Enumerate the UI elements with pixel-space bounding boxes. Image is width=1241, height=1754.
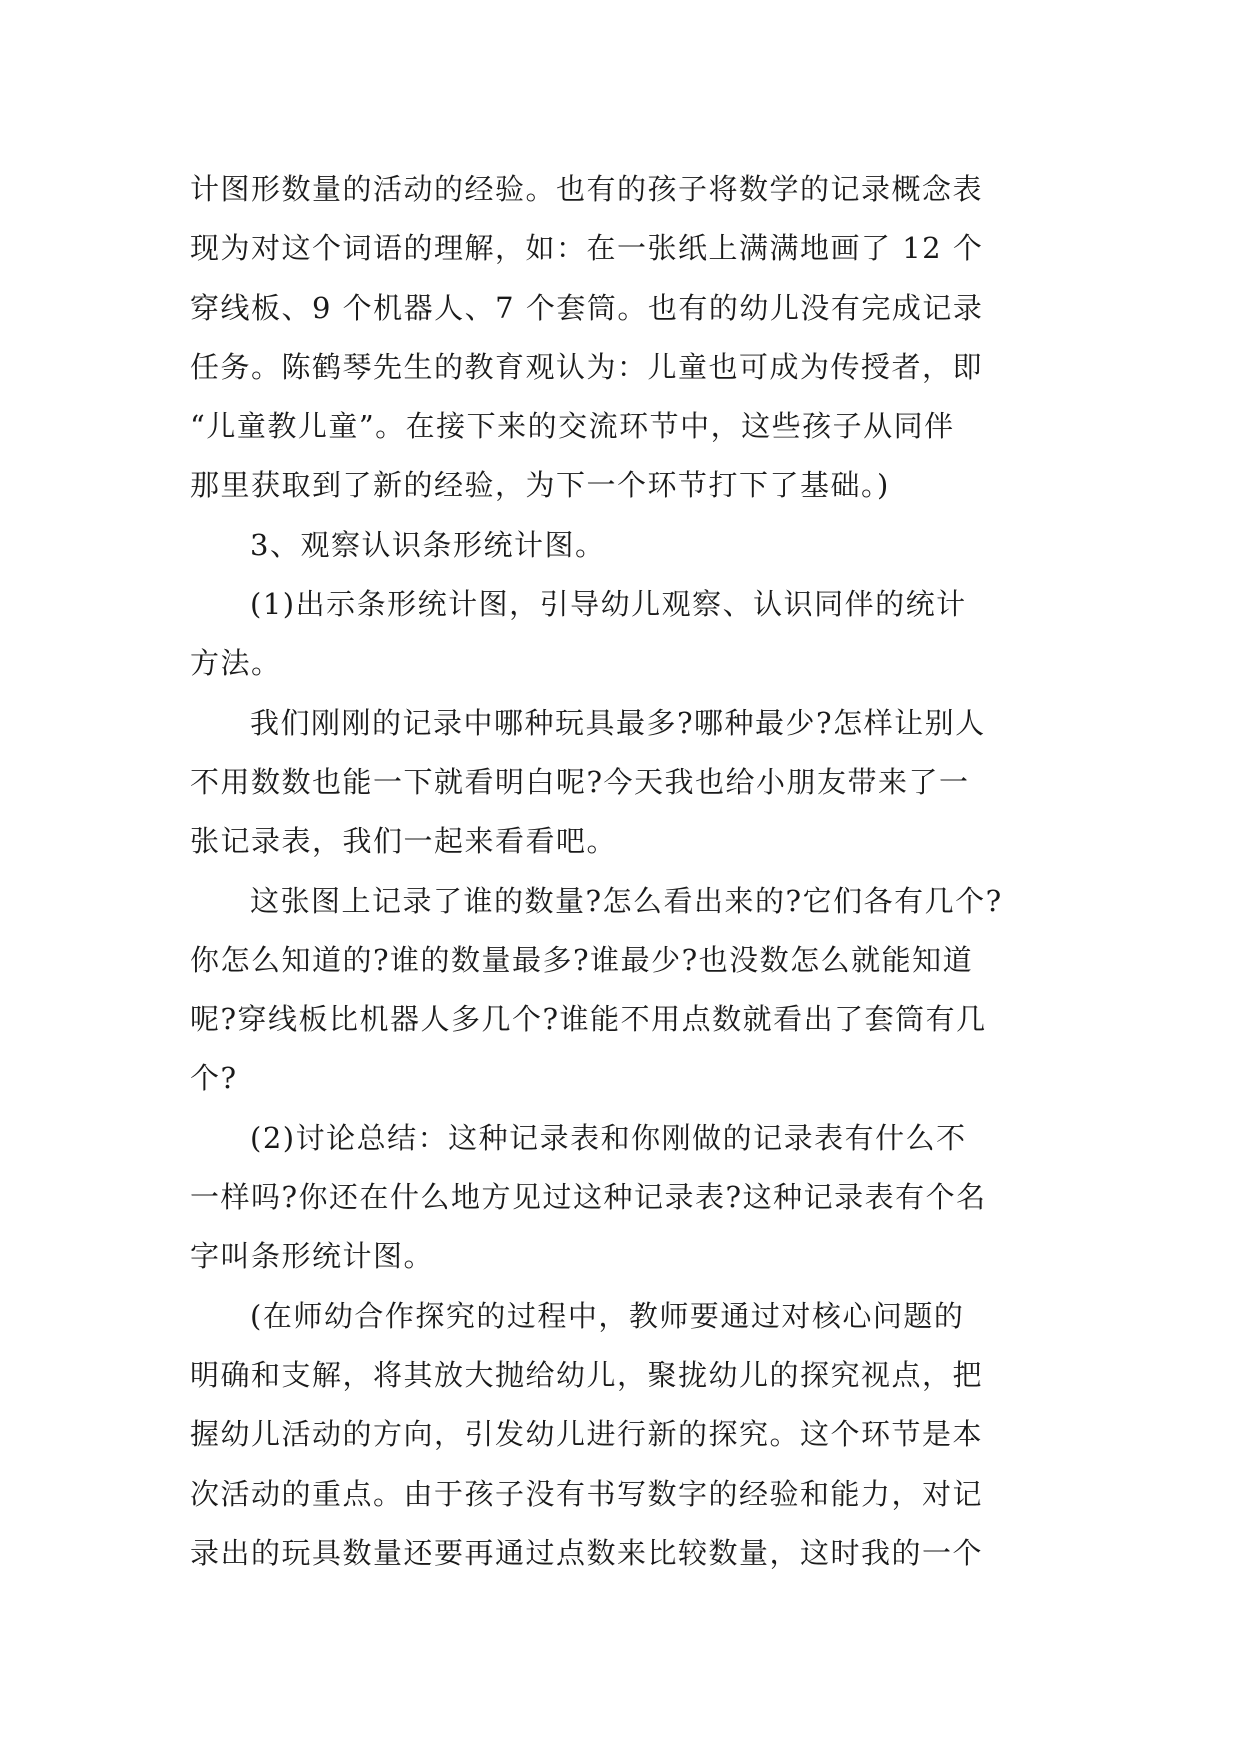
text-line: 不用数数也能一下就看明白呢?今天我也给小朋友带来了一 [190, 764, 970, 799]
text-line: 录出的玩具数量还要再通过点数来比较数量，这时我的一个 [190, 1535, 984, 1570]
text-line: 个? [190, 1061, 238, 1096]
text-line: 计图形数量的活动的经验。也有的孩子将数学的记录概念表 [190, 172, 984, 206]
text-line: 字叫条形统计图。 [190, 1239, 435, 1274]
text-line: 那里获取到了新的经验，为下一个环节打下了基础。) [190, 468, 890, 503]
text-line: (2)讨论总结：这种记录表和你刚做的记录表有什么不 [250, 1120, 967, 1155]
text-line: 明确和支解，将其放大抛给幼儿，聚拢幼儿的探究视点，把 [190, 1357, 984, 1392]
document-body [190, 160, 1050, 1583]
text-line: 现为对这个词语的理解，如：在一张纸上满满地画了 12 个 [190, 231, 984, 266]
text-line: 任务。陈鹤琴先生的教育观认为：儿童也可成为传授者，即 [190, 349, 984, 384]
text-line: 张记录表，我们一起来看看吧。 [190, 824, 618, 859]
text-line: 我们刚刚的记录中哪种玩具最多?哪种最少?怎样让别人 [250, 705, 986, 740]
text-line: 一样吗?你还在什么地方见过这种记录表?这种记录表有个名 [190, 1180, 987, 1215]
text-line: “儿童教儿童”。在接下来的交流环节中，这些孩子从同伴 [190, 409, 955, 444]
text-line: 呢?穿线板比机器人多几个?谁能不用点数就看出了套筒有几 [190, 1002, 987, 1037]
text-line: (在师幼合作探究的过程中，教师要通过对核心问题的 [250, 1298, 965, 1333]
text-line: 次活动的重点。由于孩子没有书写数字的经验和能力，对记 [190, 1476, 984, 1511]
text-line: 你怎么知道的?谁的数量最多?谁最少?也没数怎么就能知道 [190, 942, 974, 977]
section-heading: 3、观察认识条形统计图。 [250, 527, 606, 562]
text-line: (1)出示条形统计图，引导幼儿观察、认识同伴的统计 [250, 587, 967, 622]
text-line: 这张图上记录了谁的数量?怎么看出来的?它们各有几个? [250, 883, 1003, 918]
text-line: 握幼儿活动的方向，引发幼儿进行新的探究。这个环节是本 [190, 1417, 984, 1452]
text-line: 方法。 [190, 646, 282, 681]
text-line: 穿线板、9 个机器人、7 个套筒。也有的幼儿没有完成记录 [190, 290, 984, 325]
